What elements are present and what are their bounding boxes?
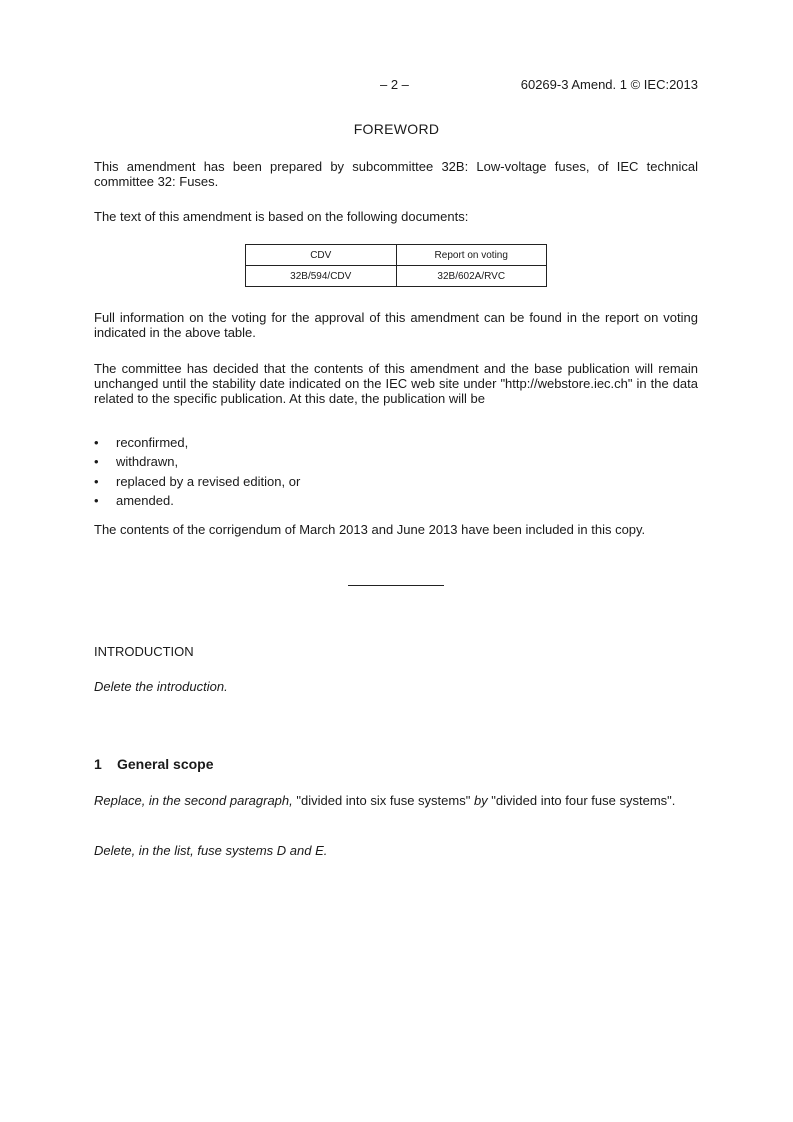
instruction-italic-by: by (473, 793, 488, 808)
foreword-paragraph-5: The contents of the corrigendum of March 2013 and June 2013 have been included in this copy. (94, 522, 646, 537)
table-header-cdv: CDV (246, 245, 397, 266)
section-title: General scope (117, 756, 214, 772)
bullet-icon: • (94, 435, 99, 450)
introduction-instruction: Delete the introduction. (94, 679, 228, 694)
list-item: • reconfirmed, (94, 435, 189, 450)
table-header-row (246, 245, 547, 266)
table-row (246, 266, 547, 287)
foreword-paragraph-2: The text of this amendment is based on the following documents: (94, 209, 469, 224)
section-number: 1 (94, 756, 102, 772)
scope-instruction-1 (94, 793, 698, 808)
list-item: • replaced by a revised edition, or (94, 473, 301, 489)
list-item: • withdrawn, (94, 454, 179, 470)
foreword-paragraph-1: This amendment has been prepared by subcommittee 32B: Low-voltage fuses, of IEC technical committee 32: Fuses. (94, 159, 698, 189)
foreword-title: FOREWORD (353, 121, 440, 137)
section-heading (94, 757, 214, 772)
bullet-icon: • (94, 454, 99, 470)
instruction-quote-new: "divided into four fuse systems". (487, 793, 676, 808)
table-cell-rvc: 32B/602A/RVC (396, 266, 547, 287)
publication-status-list (94, 435, 698, 512)
introduction-title: INTRODUCTION (94, 644, 194, 659)
scope-instruction-2: Delete, in the list, fuse systems D and E. (94, 843, 328, 858)
foreword-paragraph-4: The committee has decided that the contents of this amendment and the base publication will remain unchanged until the stability date indicated on the IEC web site under "http://webstore.iec.ch" in the data related to the specific publication. At this date, the publication will be (94, 361, 698, 406)
bullet-icon: • (94, 492, 99, 508)
list-item: • amended. (94, 492, 174, 508)
table-header-report: Report on voting (396, 245, 547, 266)
voting-documents-table (245, 244, 547, 287)
page-number: – 2 – (380, 77, 409, 92)
instruction-italic-replace: Replace, in the second paragraph, (94, 793, 293, 808)
bullet-icon: • (94, 473, 99, 489)
section-divider (348, 585, 444, 586)
document-reference: 60269-3 Amend. 1 © IEC:2013 (520, 77, 698, 92)
instruction-quote-old: "divided into six fuse systems" (292, 793, 474, 808)
page-header (94, 77, 698, 93)
foreword-paragraph-3: Full information on the voting for the approval of this amendment can be found in the report on voting indicated in the above table. (94, 310, 698, 340)
table-cell-cdv: 32B/594/CDV (246, 266, 397, 287)
